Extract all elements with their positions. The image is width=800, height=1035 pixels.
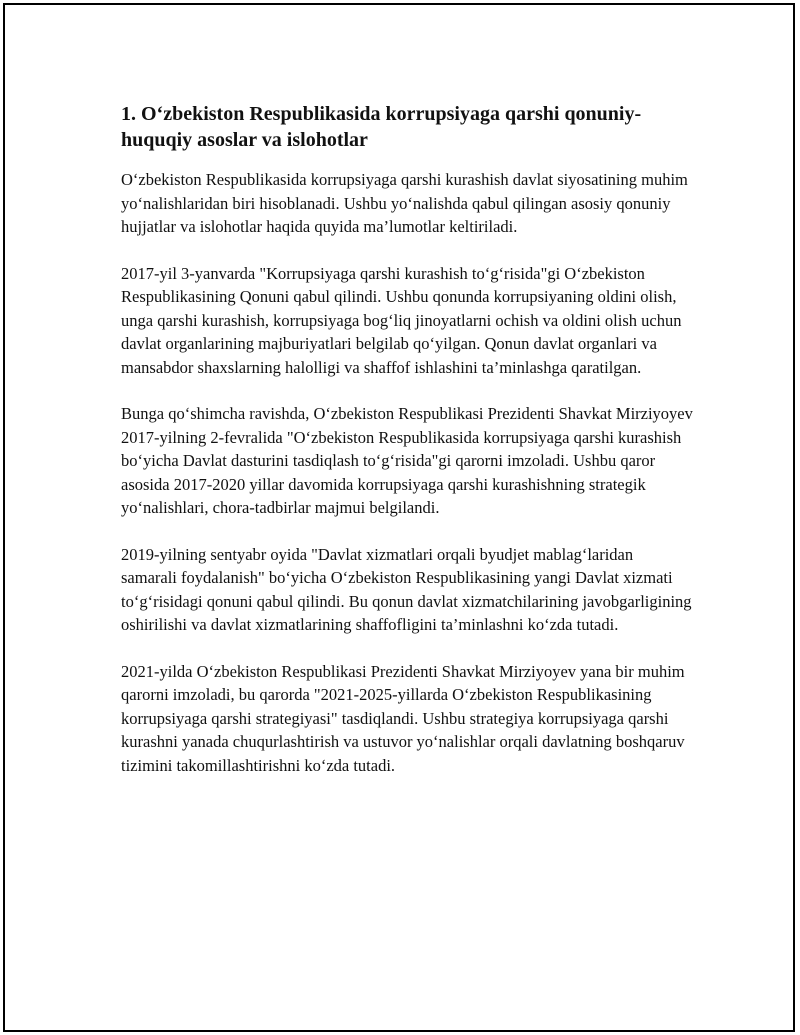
section-heading: 1. O‘zbekiston Respublikasida korrupsiyaga qarshi qonuniy-huquqiy asoslar va islohotlar: [121, 103, 642, 151]
paragraph-intro: O‘zbekiston Respublikasida korrupsiyaga qarshi kurashish davlat siyosatining muhim yo‘nalishlaridan biri hisoblanadi. Ushbu yo‘nalishda qabul qilingan asosiy qonuniy hujjatlar va islohotlar haqida quyida ma’lumotlar keltiriladi.: [121, 170, 688, 236]
page-frame: [3, 3, 795, 1032]
document-body: [121, 101, 693, 800]
paragraph-2019-law: 2019-yilning sentyabr oyida "Davlat xizmatlari orqali byudjet mablag‘laridan samarali foydalanish" bo‘yicha O‘zbekiston Respublikasining yangi Davlat xizmati to‘g‘risidagi qonuni qabul qilindi. Bu qonun davlat xizmatchilarining javobgarligining oshirilishi va davlat xizmatlarining shaffofligini ta’minlashni ko‘zda tutadi.: [121, 544, 692, 634]
paragraph-2017-program: Bunga qo‘shimcha ravishda, O‘zbekiston Respublikasi Prezidenti Shavkat Mirziyoyev 2017-yilning 2-fevralida "O‘zbekiston Respublikasida korrupsiyaga qarshi kurashish bo‘yicha Davlat dasturini tasdiqlash to‘g‘risida"gi qarorni imzoladi. Ushbu qaror asosida 2017-2020 yillar davomida korrupsiyaga qarshi kurashishning strategik yo‘nalishlari, chora-tadbirlar majmui belgilandi.: [121, 404, 693, 517]
paragraph-2021-strategy: 2021-yilda O‘zbekiston Respublikasi Prezidenti Shavkat Mirziyoyev yana bir muhim qarorni imzoladi, bu qarorda "2021-2025-yillarda O‘zbekiston Respublikasining korrupsiyaga qarshi strategiyasi" tasdiqlandi. Ushbu strategiya korrupsiyaga qarshi kurashni yanada chuqurlashtirish va ustuvor yo‘nalishlar orqali davlatning boshqaruv tizimini takomillashtirishni ko‘zda tutadi.: [121, 661, 685, 775]
paragraph-2017-law: 2017-yil 3-yanvarda "Korrupsiyaga qarshi kurashish to‘g‘risida"gi O‘zbekiston Respublikasining Qonuni qabul qilindi. Ushbu qonunda korrupsiyaning oldini olish, unga qarshi kurashish, korrupsiyaga bog‘liq jinoyatlarni ochish va oldini olish uchun davlat organlarining majburiyatlari belgilab qo‘yilgan. Qonun davlat organlari va mansabdor shaxslarning halolligi va shaffof ishlashini ta’minlashga qaratilgan.: [121, 263, 682, 377]
